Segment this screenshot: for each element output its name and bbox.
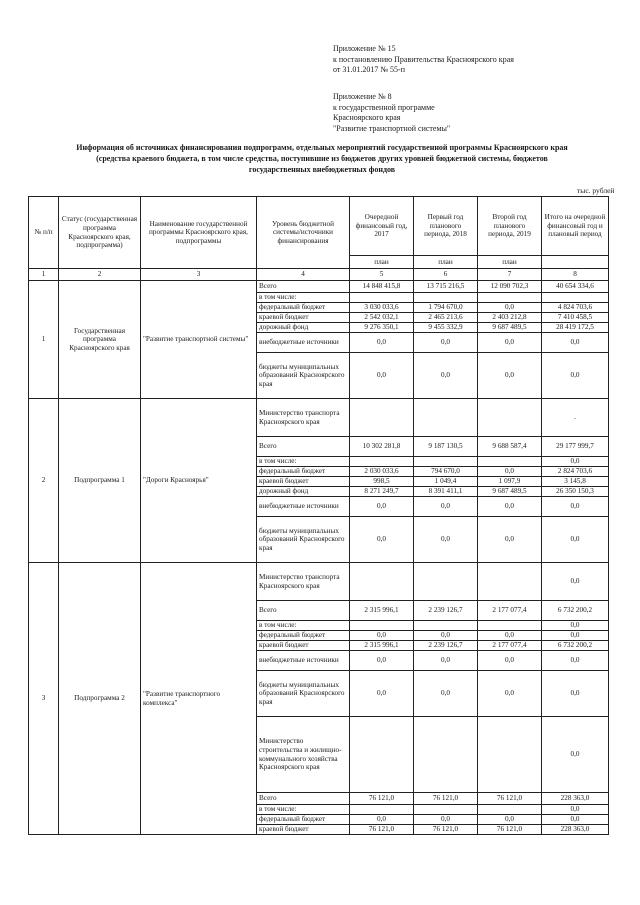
col-2019: Второй год планового периода, 2019 — [478, 197, 542, 256]
amount-cell — [350, 457, 414, 467]
section-status: Государственная программа Красноярского края — [59, 281, 141, 399]
header-row — [29, 197, 609, 256]
source-label: федеральный бюджет — [257, 631, 350, 641]
amount-cell: 0,0 — [350, 333, 414, 353]
amount-cell: 0,0 — [350, 353, 414, 399]
amount-cell: 4 824 703,6 — [542, 303, 609, 313]
program-ref-1: к государственной программе — [333, 102, 435, 112]
amount-cell — [350, 805, 414, 815]
amount-cell: 6 732 200,2 — [542, 601, 609, 621]
amount-cell: 7 410 458,5 — [542, 313, 609, 323]
source-label: федеральный бюджет — [257, 467, 350, 477]
amount-cell: 2 030 033,6 — [350, 467, 414, 477]
section-name: "Дороги Красноярья" — [141, 399, 257, 563]
financing-body — [29, 281, 609, 835]
program-ref-3: "Развитие транспортной системы" — [333, 123, 451, 133]
amount-cell: 3 145,8 — [542, 477, 609, 487]
amount-cell — [414, 805, 478, 815]
amount-cell: 0,0 — [542, 497, 609, 517]
amount-cell: 40 654 334,6 — [542, 281, 609, 293]
amount-cell — [414, 457, 478, 467]
source-label: в том числе: — [257, 621, 350, 631]
amount-cell: 0,0 — [542, 621, 609, 631]
amount-cell: 2 403 212,8 — [478, 313, 542, 323]
source-label: Всего — [257, 437, 350, 457]
amount-cell: 9 687 489,5 — [478, 487, 542, 497]
amount-cell: 76 121,0 — [414, 825, 478, 835]
amount-cell — [350, 621, 414, 631]
amount-cell: 0,0 — [414, 517, 478, 563]
index-cell: 8 — [542, 269, 609, 281]
amount-cell — [350, 399, 414, 437]
amount-cell: 0,0 — [414, 353, 478, 399]
amount-cell: 0,0 — [478, 303, 542, 313]
amount-cell: 0,0 — [542, 805, 609, 815]
amount-cell: 9 455 332,9 — [414, 323, 478, 333]
amount-cell: 6 732 200,2 — [542, 641, 609, 651]
amount-cell: 0,0 — [478, 631, 542, 641]
plan-total — [542, 256, 609, 269]
plan-2019: план — [478, 256, 542, 269]
amount-cell: 2 177 077,4 — [478, 641, 542, 651]
source-label: краевой бюджет — [257, 825, 350, 835]
index-row — [29, 269, 609, 281]
amount-cell: . — [542, 399, 609, 437]
source-label: краевой бюджет — [257, 477, 350, 487]
amount-cell: 9 187 130,5 — [414, 437, 478, 457]
col-num: № п/п — [29, 197, 59, 269]
source-label: дорожный фонд — [257, 487, 350, 497]
source-label: краевой бюджет — [257, 641, 350, 651]
amount-cell: 0,0 — [478, 353, 542, 399]
section-status: Подпрограмма 1 — [59, 399, 141, 563]
amount-cell: 26 350 150,3 — [542, 487, 609, 497]
amount-cell: 0,0 — [542, 333, 609, 353]
amount-cell: 9 276 350,1 — [350, 323, 414, 333]
amount-cell: 0,0 — [478, 497, 542, 517]
col-level: Уровень бюджетной системы/источники финансирования — [257, 197, 350, 269]
source-label: Всего — [257, 793, 350, 805]
units-label: тыс. рублей — [577, 186, 615, 195]
source-label: дорожный фонд — [257, 323, 350, 333]
amount-cell: 14 848 415,8 — [350, 281, 414, 293]
title-line-3: государственных внебюджетных фондов — [248, 165, 396, 174]
amount-cell: 0,0 — [542, 717, 609, 793]
amount-cell: 0,0 — [350, 631, 414, 641]
amount-cell: 3 030 033,6 — [350, 303, 414, 313]
source-label: в том числе: — [257, 457, 350, 467]
amount-cell: 1 049,4 — [414, 477, 478, 487]
amount-cell: 0,0 — [542, 563, 609, 601]
amount-cell: 0,0 — [350, 815, 414, 825]
program-header — [333, 92, 450, 134]
document-title — [20, 142, 624, 175]
amount-cell — [414, 563, 478, 601]
title-line-1: Информация об источниках финансирования подпрограмм, отдельных мероприятий государственной программы Красноярского края — [76, 143, 568, 152]
decree-ref: к постановлению Правительства Красноярского края — [333, 54, 514, 64]
source-label: внебюджетные источники — [257, 497, 350, 517]
amount-cell: 76 121,0 — [414, 793, 478, 805]
appendix-8: Приложение № 8 — [333, 92, 392, 101]
table-row — [29, 281, 609, 293]
source-label: бюджеты муниципальных образований Красноярского края — [257, 353, 350, 399]
amount-cell: 29 177 999,7 — [542, 437, 609, 457]
amount-cell — [414, 293, 478, 303]
col-total: Итого на очередной финансовый год и плановый период — [542, 197, 609, 256]
amount-cell: 76 121,0 — [350, 825, 414, 835]
col-2018: Первый год планового периода, 2018 — [414, 197, 478, 256]
amount-cell: 2 239 126,7 — [414, 641, 478, 651]
amount-cell: 76 121,0 — [350, 793, 414, 805]
financing-table — [28, 196, 609, 835]
section-name: "Развитие транспортной системы" — [141, 281, 257, 399]
amount-cell: 0,0 — [478, 671, 542, 717]
index-cell: 6 — [414, 269, 478, 281]
amount-cell: 0,0 — [350, 651, 414, 671]
source-label: федеральный бюджет — [257, 815, 350, 825]
amount-cell: 0,0 — [478, 815, 542, 825]
amount-cell: 0,0 — [350, 497, 414, 517]
amount-cell — [350, 717, 414, 793]
amount-cell: 13 715 216,5 — [414, 281, 478, 293]
section-number: 2 — [29, 399, 59, 563]
source-label: Министерство транспорта Красноярского края — [257, 399, 350, 437]
amount-cell: 228 363,0 — [542, 825, 609, 835]
amount-cell — [414, 717, 478, 793]
source-label: внебюджетные источники — [257, 651, 350, 671]
amount-cell: 0,0 — [350, 517, 414, 563]
source-label: Всего — [257, 281, 350, 293]
amount-cell: 2 239 126,7 — [414, 601, 478, 621]
amount-cell — [414, 399, 478, 437]
amount-cell: 794 670,0 — [414, 467, 478, 477]
source-label: в том числе: — [257, 805, 350, 815]
amount-cell: 0,0 — [542, 651, 609, 671]
source-label: Всего — [257, 601, 350, 621]
amount-cell: 0,0 — [542, 457, 609, 467]
amount-cell — [478, 457, 542, 467]
table-row — [29, 563, 609, 601]
plan-2018: план — [414, 256, 478, 269]
table-row — [29, 399, 609, 437]
amount-cell: 0,0 — [414, 651, 478, 671]
amount-cell: 0,0 — [414, 631, 478, 641]
amount-cell — [478, 621, 542, 631]
amount-cell: 0,0 — [478, 517, 542, 563]
amount-cell: 10 302 281,8 — [350, 437, 414, 457]
amount-cell — [542, 293, 609, 303]
section-name: "Развитие транспортного комплекса" — [141, 563, 257, 835]
amount-cell — [350, 293, 414, 303]
amount-cell: 0,0 — [350, 671, 414, 717]
col-name: Наименование государственной программы Красноярского края, подпрограммы — [141, 197, 257, 269]
amount-cell: 0,0 — [414, 671, 478, 717]
index-cell: 4 — [257, 269, 350, 281]
amount-cell: 1 794 670,0 — [414, 303, 478, 313]
amount-cell: 0,0 — [542, 631, 609, 641]
amount-cell: 0,0 — [478, 651, 542, 671]
source-label: в том числе: — [257, 293, 350, 303]
amount-cell: 0,0 — [542, 671, 609, 717]
amount-cell — [414, 621, 478, 631]
amount-cell: 0,0 — [414, 497, 478, 517]
amount-cell: 0,0 — [478, 333, 542, 353]
amount-cell: 8 271 249,7 — [350, 487, 414, 497]
amount-cell: 9 687 489,5 — [478, 323, 542, 333]
amount-cell: 0,0 — [478, 467, 542, 477]
decree-header — [333, 44, 514, 76]
amount-cell: 2 824 703,6 — [542, 467, 609, 477]
source-label: краевой бюджет — [257, 313, 350, 323]
amount-cell: 0,0 — [414, 333, 478, 353]
amount-cell: 998,5 — [350, 477, 414, 487]
decree-date: от 31.01.2017 № 55-п — [333, 65, 405, 74]
amount-cell: 2 315 996,1 — [350, 641, 414, 651]
amount-cell — [478, 399, 542, 437]
index-cell: 7 — [478, 269, 542, 281]
title-line-2: (средства краевого бюджета, в том числе средства, поступившие из бюджетов других уровней бюджетной системы, бюджетов — [96, 154, 548, 163]
source-label: внебюджетные источники — [257, 333, 350, 353]
amount-cell: 2 177 077,4 — [478, 601, 542, 621]
source-label: Министерство строительства и жилищно-коммунального хозяйства Красноярского края — [257, 717, 350, 793]
col-status: Статус (государственная программа Красноярского края, подпрограмма) — [59, 197, 141, 269]
amount-cell: 9 688 587,4 — [478, 437, 542, 457]
section-number: 1 — [29, 281, 59, 399]
amount-cell: 2 542 032,1 — [350, 313, 414, 323]
index-cell: 5 — [350, 269, 414, 281]
amount-cell: 8 391 411,1 — [414, 487, 478, 497]
amount-cell — [478, 717, 542, 793]
source-label: бюджеты муниципальных образований Красноярского края — [257, 671, 350, 717]
amount-cell: 28 419 172,5 — [542, 323, 609, 333]
amount-cell: 0,0 — [414, 815, 478, 825]
index-cell: 3 — [141, 269, 257, 281]
section-number: 3 — [29, 563, 59, 835]
amount-cell: 76 121,0 — [478, 825, 542, 835]
amount-cell: 12 090 702,3 — [478, 281, 542, 293]
amount-cell: 2 315 996,1 — [350, 601, 414, 621]
plan-2017: план — [350, 256, 414, 269]
source-label: федеральный бюджет — [257, 303, 350, 313]
amount-cell — [478, 563, 542, 601]
appendix-15: Приложение № 15 — [333, 44, 396, 53]
amount-cell: 228 363,0 — [542, 793, 609, 805]
source-label: бюджеты муниципальных образований Красноярского края — [257, 517, 350, 563]
section-status: Подпрограмма 2 — [59, 563, 141, 835]
amount-cell: 2 465 213,6 — [414, 313, 478, 323]
amount-cell: 76 121,0 — [478, 793, 542, 805]
amount-cell — [478, 805, 542, 815]
amount-cell — [350, 563, 414, 601]
index-cell: 2 — [59, 269, 141, 281]
source-label: Министерство транспорта Красноярского края — [257, 563, 350, 601]
col-2017: Очередной финансовый год, 2017 — [350, 197, 414, 256]
amount-cell: 0,0 — [542, 353, 609, 399]
amount-cell: 0,0 — [542, 517, 609, 563]
index-cell: 1 — [29, 269, 59, 281]
program-ref-2: Красноярского края — [333, 113, 401, 122]
amount-cell: 0,0 — [542, 815, 609, 825]
amount-cell: 1 097,9 — [478, 477, 542, 487]
amount-cell — [478, 293, 542, 303]
